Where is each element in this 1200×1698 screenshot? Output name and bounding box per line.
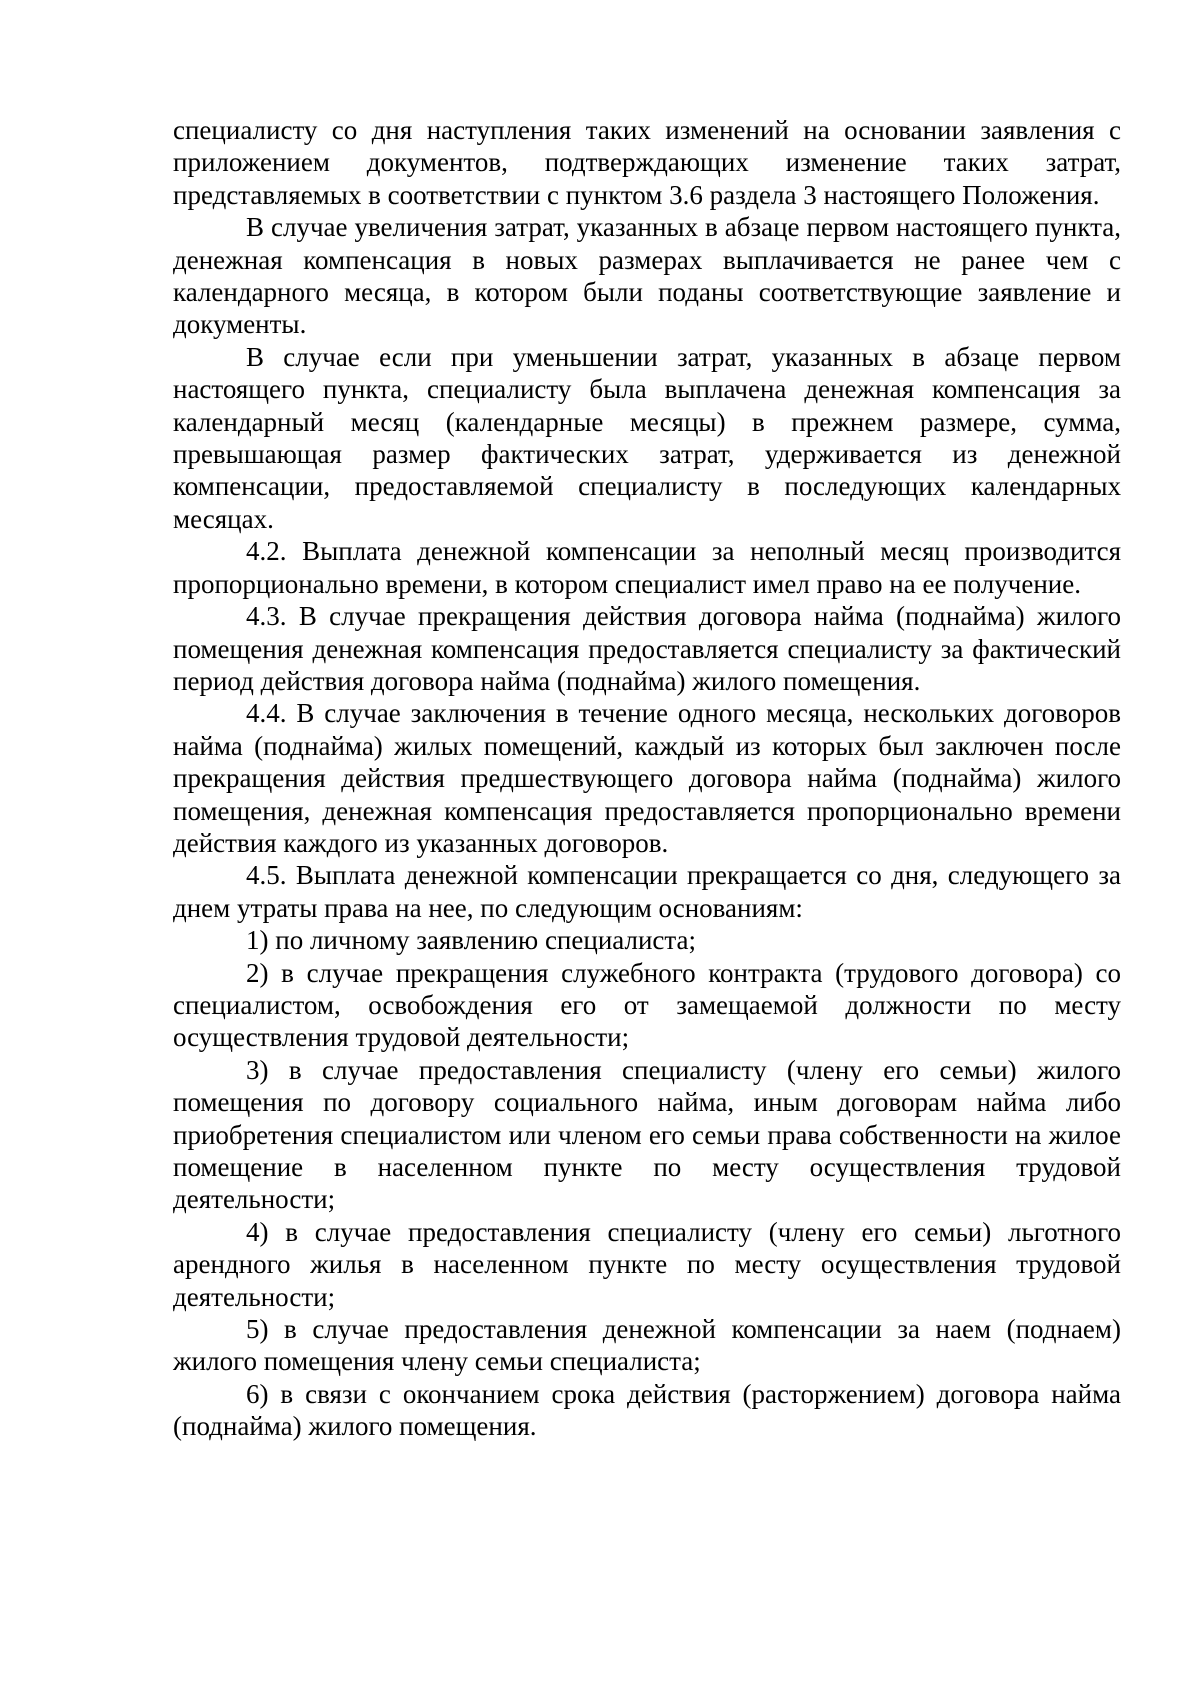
paragraph-cost-increase: В случае увеличения затрат, указанных в абзаце первом настоящего пункта, денежная компенсация в новых размерах выплачивается не ранее чем с календарного месяца, в котором были поданы соответствующие заявление и документы.: [173, 212, 1121, 340]
document-page: [173, 114, 1121, 1443]
list-item-2: 2) в случае прекращения служебного контракта (трудового договора) со специалистом, освобождения его от замещаемой должности по месту осуществления трудовой деятельности;: [173, 957, 1121, 1053]
list-item-5: 5) в случае предоставления денежной компенсации за наем (поднаем) жилого помещения члену семьи специалиста;: [173, 1314, 1121, 1377]
paragraph-cost-decrease: В случае если при уменьшении затрат, указанных в абзаце первом настоящего пункта, специалисту была выплачена денежная компенсация за календарный месяц (календарные месяцы) в прежнем размере, сумма, превышающая размер фактических затрат, удерживается из денежной компенсации, предоставляемой специалисту в последующих календарных месяцах.: [173, 341, 1121, 534]
paragraph-4-3: 4.3. В случае прекращения действия договора найма (поднайма) жилого помещения денежная компенсация предоставляется специалисту за фактический период действия договора найма (поднайма) жилого помещения.: [173, 601, 1121, 696]
list-item-3: 3) в случае предоставления специалисту (члену его семьи) жилого помещения по договору социального найма, иным договорам найма либо приобретения специалистом или членом его семьи права собственности на жилое помещение в населенном пункте по месту осуществления трудовой деятельности;: [173, 1054, 1121, 1215]
list-item-4: 4) в случае предоставления специалисту (члену его семьи) льготного арендного жилья в населенном пункте по месту осуществления трудовой деятельности;: [173, 1216, 1121, 1312]
list-item-6: 6) в связи с окончанием срока действия (расторжением) договора найма (поднайма) жилого помещения.: [173, 1378, 1121, 1442]
paragraph-continuation: специалисту со дня наступления таких изменений на основании заявления с приложением документов, подтверждающих изменение таких затрат, представляемых в соответствии с пунктом 3.6 раздела 3 настоящего Положения.: [173, 115, 1121, 210]
paragraph-4-4: 4.4. В случае заключения в течение одного месяца, нескольких договоров найма (поднайма) жилых помещений, каждый из которых был заключен после прекращения действия предшествующего договора найма (поднайма) жилого помещения, денежная компенсация предоставляется пропорционально времени действия каждого из указанных договоров.: [173, 698, 1121, 858]
paragraph-4-2: 4.2. Выплата денежной компенсации за неполный месяц производится пропорционально времени, в котором специалист имел право на ее получение.: [173, 536, 1121, 599]
paragraph-4-5: 4.5. Выплата денежной компенсации прекращается со дня, следующего за днем утраты права на нее, по следующим основаниям:: [173, 860, 1121, 923]
list-item-1: 1) по личному заявлению специалиста;: [246, 925, 697, 956]
